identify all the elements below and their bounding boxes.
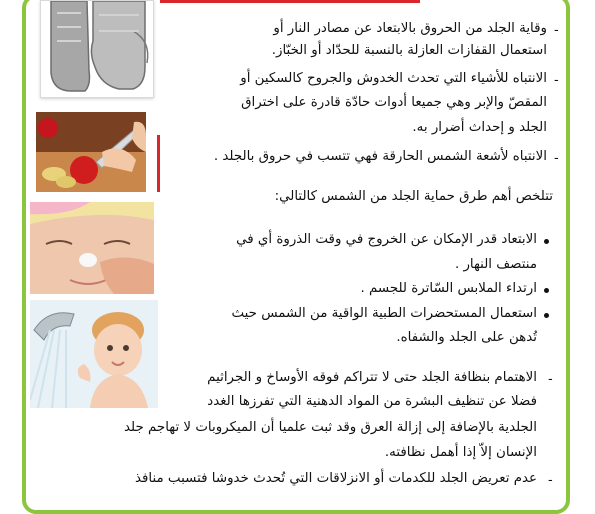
list-item-text: الجلد و إحداث أضرار به. <box>412 120 547 135</box>
heat-resistant-gloves-photo <box>40 0 154 98</box>
list-item-text: الاهتمام بنظافة الجلد حتى لا تتراكم فوقه الأوساخ و الجراثيم <box>207 370 537 385</box>
list-item-text: الجلدية بالإضافة إلى إزالة العرق وقد ثبت علميا أن الميكروبات لا تهاجم جلد <box>124 420 537 435</box>
header-accent-line <box>160 0 420 3</box>
child-sunscreen-nose-photo <box>30 202 154 294</box>
side-accent-bar <box>157 135 160 192</box>
bullet-dot <box>544 239 549 244</box>
bullet-dash: - <box>554 151 559 166</box>
list-item-text: استعمال القفازات العازلة بالنسبة للحدّاد أو الخبّاز. <box>271 43 547 58</box>
bullet-dash: - <box>548 372 553 387</box>
list-item-text: استعمال المستحضرات الطبية الواقية من الشمس حيث <box>231 306 537 321</box>
knife-cutting-tomato-photo <box>36 112 146 192</box>
list-item-text: الانتباه لأشعة الشمس الحارقة فهي تتسب في حروق بالجلد . <box>213 149 547 164</box>
list-item-text: الابتعاد قدر الإمكان عن الخروج في وقت الذروة أي في <box>236 232 537 247</box>
list-item-text: عدم تعريض الجلد للكدمات أو الانزلاقات التي تُحدث خدوشا فتسبب منافذ <box>134 471 537 486</box>
bullet-dash: - <box>548 473 553 488</box>
list-item-text: فضلا عن تنظيف البشرة من المواد الدهنية التي تفرزها الغدد <box>207 394 537 409</box>
bullet-dot <box>544 288 549 293</box>
baby-shower-bath-photo <box>30 300 158 408</box>
list-item-text: وقاية الجلد من الحروق بالابتعاد عن مصادر النار أو <box>273 21 547 36</box>
list-item-text: ارتداء الملابس السّاترة للجسم . <box>360 281 537 296</box>
list-item-text: منتصف النهار . <box>454 257 537 272</box>
sun-protection-intro: تتلخص أهم طرق حماية الجلد من الشمس كالتالي: <box>274 189 553 204</box>
bullet-dash: - <box>554 73 559 88</box>
list-item-text: تُدهن على الجلد والشفاه. <box>396 330 537 345</box>
bullet-dot <box>544 313 549 318</box>
bullet-dash: - <box>554 23 559 38</box>
list-item-text: المقصّ والإبر وهي جميعا أدوات حادّة قادرة على اختراق <box>241 95 547 110</box>
list-item-text: الانتباه للأشياء التي تحدث الخدوش والجروح كالسكين أو <box>240 71 547 86</box>
list-item-text: الإنسان إلاّ إذا أهمل نظافته. <box>384 445 537 460</box>
